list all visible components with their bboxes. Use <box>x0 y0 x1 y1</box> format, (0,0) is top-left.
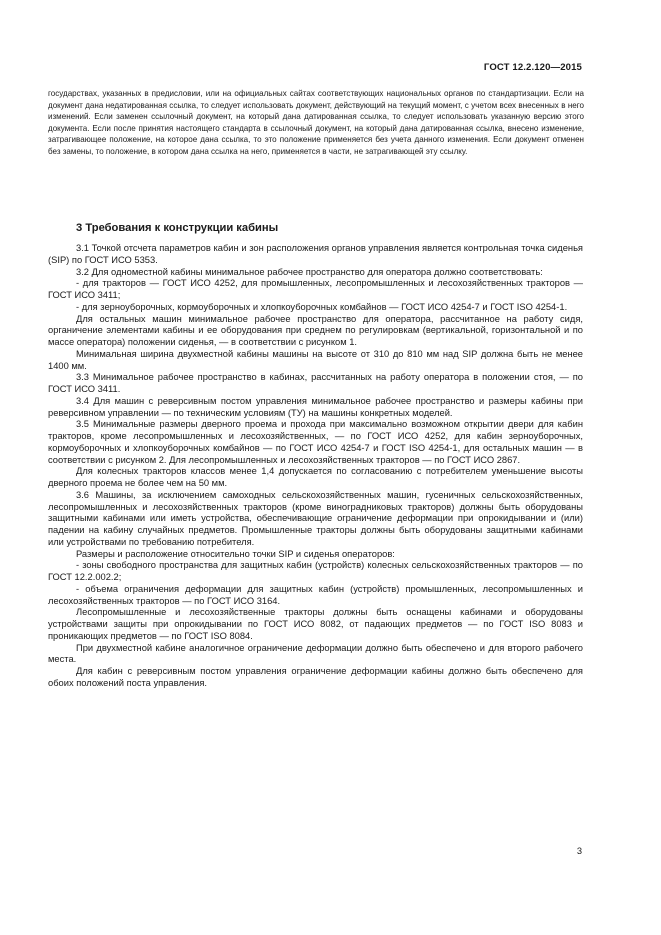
paragraph-forestry: Лесопромышленные и лесохозяйственные тракторы должны быть оснащены кабинами и оборудованы устройствами защиты при опрокидывании по ГОСТ ИСО 8082, от падающих предметов — по ГОСТ ISO 8083 и проникающих предметов — по ГОСТ ISO 8084. <box>48 607 583 641</box>
list-item-combines: - для зерноуборочных, кормоуборочных и хлопкоуборочных комбайнов — ГОСТ ИСО 4254-7 и ГОСТ ISO 4254-1. <box>76 301 568 312</box>
paragraph-3-1: 3.1 Точкой отсчета параметров кабин и зон расположения органов управления является контрольная точка сиденья (SIP) по ГОСТ ИСО 5353. <box>48 243 583 265</box>
paragraph-other-machines: Для остальных машин минимальное рабочее пространство для оператора, рассчитанное на работу сидя, органичение элементами кабины и ее оборудования при среднем по регулировкам (вертикальной, горизонтальной и по массе оператора) положении сиденья, — в соответствии с рисунком 1. <box>48 313 583 347</box>
paragraph-3-5: 3.5 Минимальные размеры дверного проема и прохода при максимально возможном открытии двери для кабин тракторов, кроме лесопромышленных и лесохозяйственных, — по ГОСТ ИСО 4252, для кабин зерноуборочных, кормоуборочных и хлопкоуборочных комбайнов — по ГОСТ ИСО 4254-7 и ГОСТ ISO 4254-1, для остальных машин — в соответствии с рисунком 2. Для лесопромышленных и лесохозяйственных тракторов — по ГОСТ ИСО 2867. <box>48 419 583 465</box>
list-item-tractors: - для тракторов — ГОСТ ИСО 4252, для промышленных, лесопромышленных и лесохозяйственных тракторов — ГОСТ ИСО 3411; <box>48 278 583 300</box>
paragraph-3-2: 3.2 Для одноместной кабины минимальное рабочее пространство для оператора должно соответствовать: <box>76 266 543 277</box>
document-code: ГОСТ 12.2.120—2015 <box>483 62 582 73</box>
paragraph-min-width: Минимальная ширина двухместной кабины машины на высоте от 310 до 810 мм над SIP должна быть не менее 1400 мм. <box>48 348 583 371</box>
paragraph-3-3: 3.3 Минимальное рабочее пространство в кабинах, рассчитанных на работу оператора в положении стоя, — по ГОСТ ИСО 3411. <box>48 372 583 394</box>
section-title: 3 Требования к конструкции кабины <box>76 222 279 234</box>
paragraph-dimensions: Размеры и расположение относительно точки SIP и сиденья операторов: <box>76 548 395 559</box>
paragraph-3-4: 3.4 Для машин с реверсивным постом управления минимальное рабочее пространство и размеры кабины при реверсивном управлении — по техническим условиям (ТУ) на машины конкретных моделей. <box>48 395 583 418</box>
paragraph-reversible: Для кабин с реверсивным постом управления ограничение деформации кабины должно быть обеспечено для обоих положений поста управления. <box>48 666 583 688</box>
section-body <box>48 243 583 690</box>
list-item-free-space: - зоны свободного пространства для защитных кабин (устройств) колесных сельскохозяйственных тракторов — по ГОСТ 12.2.002.2; <box>48 560 583 582</box>
page-number: 3 <box>576 846 582 856</box>
prelude-paragraph: государствах, указанных в предисловии, или на официальных сайтах соответствующих национальных органов по стандартизации. Если на документ дана недатированная ссылка, то следует использовать документ, действующий на текущий момент, с учетом всех внесенных в него изменений. Если заменен ссылочный документ, на который дана датированная ссылка, то следует использовать указанную версию этого документа. Если после принятия настоящего стандарта в ссылочный документ, на который дана датированная ссылка, внесено изменение, затрагивающее положение, на которое дана ссылка, то это положение применяется без учета данного изменения. Если документ отменен без замены, то положение, в котором дана ссылка на него, применяется в части, не затрагивающей эту ссылку. <box>48 89 584 156</box>
paragraph-two-seat: При двухместной кабине аналогичное ограничение деформации должно быть обеспечено и для второго рабочего места. <box>48 642 583 665</box>
paragraph-3-6: 3.6 Машины, за исключением самоходных сельскохозяйственных машин, гусеничных сельскохозяйственных, лесопромышленных и лесохозяйственных тракторов (кроме виноградниковых тракторов) должны быть оборудованы защитными кабинами или иметь устройства, обеспечивающие ограничение деформации при опрокидывании и (или) падении на кабину случайных предметов. Промышленные тракторы должны быть оборудованы защитными кабинами или устройствами по требованию потребителя. <box>48 489 583 547</box>
list-item-deformation: - объема ограничения деформации для защитных кабин (устройств) промышленных, лесопромышленных и лесохозяйственных тракторов — по ГОСТ ИСО 3164. <box>48 583 583 606</box>
paragraph-wheeled-tractors: Для колесных тракторов классов менее 1,4 допускается по согласованию с потребителем уменьшение высоты дверного проема не более чем на 50 мм. <box>48 466 583 488</box>
